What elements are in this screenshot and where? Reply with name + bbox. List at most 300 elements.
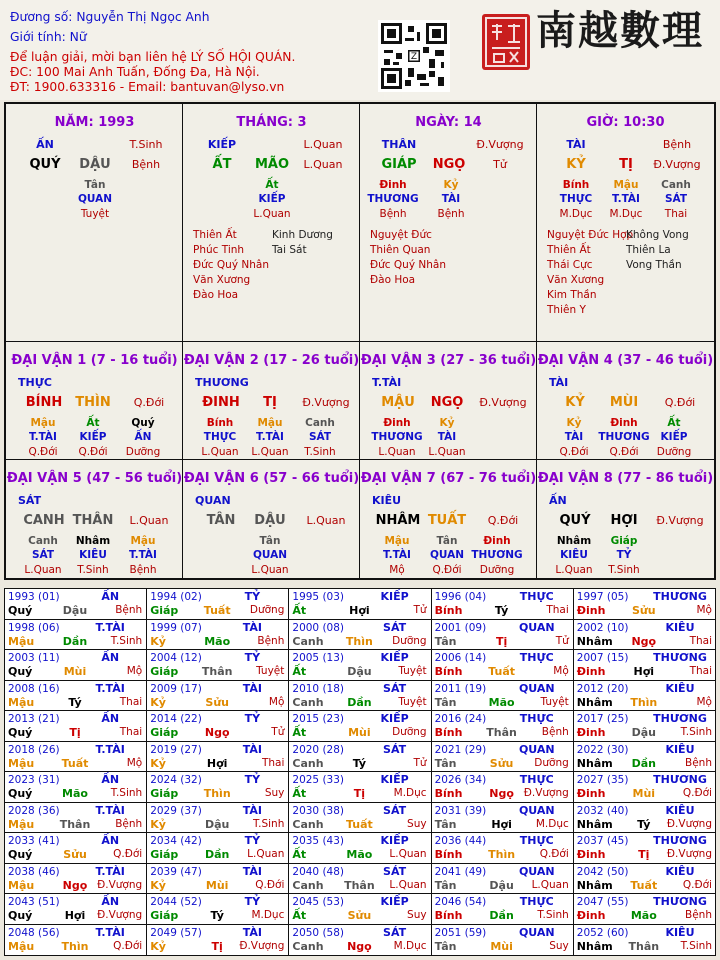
year-cell [147, 864, 289, 895]
year-cell [574, 742, 716, 773]
dai-van-hidden-stem: Ất [667, 417, 681, 429]
dai-van-hidden-state: T.Sinh [608, 564, 640, 576]
year-state: Tuyệt [398, 695, 427, 708]
year-branch: Ngọ [204, 726, 230, 739]
dai-van-hidden-stem: Mậu [30, 417, 56, 429]
year-cell [5, 925, 147, 956]
year-label: 2014 (22) [150, 713, 202, 725]
year-branch: Thân [628, 939, 660, 953]
year-branch: Mão [346, 848, 373, 861]
dai-van-hidden-stem: Bính [206, 417, 234, 429]
dai-van-hidden-state: Q.Đới [609, 446, 639, 458]
dai-van-cell-8 [537, 460, 714, 578]
year-god: KIẾP [380, 773, 409, 786]
pillar-heaven-state: Đ.Vượng [476, 138, 524, 151]
pillar-stem: GIÁP [381, 157, 417, 172]
year-cell [574, 925, 716, 956]
pillar-branch: MÃO [254, 157, 290, 172]
year-state: Tuyệt [540, 695, 569, 708]
year-god: ẤN [101, 590, 120, 603]
pillar-stem: KỶ [566, 157, 586, 172]
year-state: T.Sinh [680, 726, 712, 738]
year-stem: Đinh [576, 909, 606, 922]
year-stem: Mậu [8, 634, 35, 648]
year-branch: Hợi [633, 665, 655, 678]
pillar-hidden-god: THƯƠNG [367, 193, 419, 205]
year-stem: Giáp [150, 848, 179, 861]
dai-van-hidden-stem: Nhâm [556, 535, 592, 547]
year-label: 2043 (51) [8, 896, 60, 908]
year-cell [432, 742, 574, 773]
year-god: TÀI [242, 620, 262, 634]
year-label: 2011 (19) [434, 682, 487, 695]
year-cell [574, 711, 716, 742]
year-god: ẤN [101, 773, 120, 786]
pillar-star: Đào Hoa [193, 289, 239, 301]
year-cell [432, 864, 574, 895]
dai-van-hidden-god: T.TÀI [129, 549, 157, 561]
dai-van-hidden-stem: Canh [28, 535, 58, 547]
year-state: T.Sinh [110, 787, 143, 799]
year-god: KIÊU [665, 925, 695, 939]
year-state: Thai [119, 695, 143, 708]
pillar-star: Không Vong [626, 229, 689, 241]
year-cell [5, 589, 147, 620]
year-branch: Tị [638, 848, 650, 861]
dai-van-hidden-state: Q.Đới [28, 446, 58, 458]
year-state: Dưỡng [534, 756, 569, 769]
year-god: TỶ [244, 590, 261, 603]
year-branch: Thìn [630, 695, 658, 709]
year-state: Q.Đới [539, 848, 569, 860]
year-label: 2013 (21) [8, 713, 60, 725]
year-label: 2038 (46) [8, 865, 60, 878]
year-state: Bệnh [685, 909, 712, 921]
year-stem: Bính [434, 787, 463, 800]
year-label: 2030 (38) [292, 804, 345, 817]
year-state: Đ.Vượng [239, 939, 285, 952]
year-cell [147, 650, 289, 681]
header [0, 0, 720, 100]
year-label: 2027 (35) [576, 774, 629, 786]
year-branch: Mùi [63, 665, 87, 678]
year-label: 2007 (15) [576, 652, 629, 664]
year-god: ẤN [101, 712, 120, 725]
year-god: T.TÀI [95, 864, 125, 878]
dai-van-cell-1 [6, 342, 183, 460]
year-stem: Giáp [150, 665, 179, 678]
pillar-cell-3 [360, 104, 537, 342]
pillar-branch-state: Bệnh [131, 158, 161, 171]
dai-van-cell-2 [183, 342, 360, 460]
year-stem: Nhâm [576, 634, 613, 648]
pillar-hidden-god: THỰC [559, 193, 593, 205]
year-stem: Bính [434, 665, 463, 678]
year-stem: Kỷ [150, 634, 166, 648]
dai-van-stem: NHÂM [375, 513, 421, 528]
year-label: 2039 (47) [150, 865, 202, 878]
dai-van-hidden-stem: Mậu [130, 535, 156, 547]
year-label: 2045 (53) [292, 896, 345, 908]
red-seal-logo [480, 12, 532, 72]
dai-van-stem: KỶ [565, 395, 585, 410]
pillar-cell-1 [6, 104, 183, 342]
dai-van-state: Q.Đới [133, 396, 165, 409]
year-cell [289, 864, 431, 895]
year-branch: Thân [201, 665, 233, 678]
year-branch: Ngọ [631, 634, 657, 648]
year-state: Dưỡng [392, 726, 427, 738]
pillar-heaven-god: ẤN [36, 138, 54, 151]
dai-van-hidden-stem: Mậu [257, 417, 283, 429]
dai-van-hidden-god: SÁT [31, 549, 55, 561]
dai-van-hidden-god: T.TÀI [29, 431, 57, 443]
year-stem: Giáp [150, 909, 179, 922]
year-state: Mộ [268, 695, 285, 708]
pillar-star: Thái Cực [547, 259, 593, 271]
year-god: TÀI [242, 681, 262, 695]
dai-van-god: ẤN [549, 494, 567, 507]
year-branch: Mão [630, 909, 657, 922]
year-god: THƯƠNG [653, 834, 707, 847]
dai-van-hidden-god: TÀI [437, 431, 457, 443]
year-label: 1996 (04) [434, 591, 487, 603]
year-stem: Tân [434, 878, 457, 892]
year-stem: Bính [434, 909, 463, 922]
year-stem: Quý [8, 787, 33, 800]
dai-van-hidden-state: Q.Đới [432, 564, 462, 576]
year-branch: Hợi [491, 817, 512, 831]
year-stem: Mậu [8, 695, 35, 709]
dai-van-hidden-stem: Tân [436, 535, 458, 547]
year-god: THỰC [519, 590, 554, 603]
pillar-hidden-state: L.Quan [253, 208, 291, 220]
year-cell [147, 803, 289, 834]
year-stem: Bính [434, 726, 463, 739]
year-label: 2031 (39) [434, 804, 487, 817]
year-state: Q.Đới [682, 787, 712, 799]
year-state: Thai [261, 756, 285, 769]
year-stem: Quý [8, 909, 33, 922]
dai-van-god: THƯƠNG [195, 376, 249, 389]
year-label: 2029 (37) [150, 804, 202, 817]
year-stem: Ất [292, 909, 307, 922]
dai-van-hidden-state: T.Sinh [77, 564, 109, 576]
pillar-star: Đức Quý Nhân [193, 259, 269, 271]
dai-van-cell-5 [6, 460, 183, 578]
year-state: Dưỡng [249, 604, 285, 616]
year-stem: Kỷ [150, 817, 166, 831]
pillar-stem: ẤT [212, 157, 232, 172]
year-branch: Hợi [206, 756, 228, 770]
pillar-hidden-stem: Đinh [379, 179, 407, 191]
dai-van-branch: THÌN [75, 395, 111, 410]
dai-van-hidden-god: THƯƠNG [471, 549, 523, 561]
year-state: Bệnh [541, 726, 569, 738]
year-god: THỰC [519, 712, 554, 725]
year-stem: Đinh [576, 787, 606, 800]
pillar-hidden-god: SÁT [664, 193, 688, 205]
year-cell [432, 803, 574, 834]
year-cell [147, 833, 289, 864]
year-branch: Mão [204, 634, 231, 648]
year-stem: Ất [292, 665, 307, 678]
year-cell [5, 803, 147, 834]
year-stem: Tân [434, 939, 457, 953]
year-label: 2016 (24) [434, 713, 487, 725]
pillar-cell-4 [537, 104, 714, 342]
dai-van-state: L.Quan [129, 514, 169, 527]
year-god: TỶ [244, 773, 261, 786]
year-cell [147, 894, 289, 925]
year-label: 2008 (16) [8, 682, 60, 695]
year-state: T.Sinh [680, 939, 712, 952]
annual-luck-table [4, 588, 716, 956]
dai-van-hidden-god: THỰC [203, 431, 237, 443]
year-god: TỶ [244, 712, 261, 725]
pillar-star: Nguyệt Đức [370, 229, 432, 241]
dai-van-cell-3 [360, 342, 537, 460]
year-state: Đ.Vượng [97, 878, 143, 891]
year-god: KIẾP [380, 712, 409, 725]
year-state: Mộ [126, 756, 143, 769]
dai-van-branch: TỊ [263, 395, 277, 410]
year-label: 2040 (48) [292, 865, 345, 878]
year-god: QUAN [518, 620, 555, 634]
year-stem: Nhâm [576, 878, 613, 892]
year-cell [5, 620, 147, 651]
year-god: THƯƠNG [653, 590, 707, 603]
pillar-star: Tai Sát [272, 244, 307, 256]
year-branch: Tị [495, 634, 508, 648]
year-label: 1994 (02) [150, 591, 202, 603]
year-cell [147, 772, 289, 803]
year-god: THỰC [519, 834, 554, 847]
pillar-hidden-state: Thai [664, 208, 688, 220]
year-stem: Canh [292, 878, 324, 892]
year-label: 2006 (14) [434, 652, 487, 664]
year-cell [147, 742, 289, 773]
pillar-hidden-state: M.Dục [609, 208, 643, 220]
year-label: 1993 (01) [8, 591, 60, 603]
dai-van-hidden-stem: Đinh [610, 417, 638, 429]
dai-van-stem: CANH [23, 513, 65, 528]
year-cell [574, 772, 716, 803]
year-state: T.Sinh [537, 909, 569, 921]
year-god: SÁT [383, 681, 407, 695]
year-branch: Ngọ [347, 939, 372, 953]
dai-van-hidden-state: L.Quan [251, 564, 289, 576]
year-stem: Canh [292, 817, 324, 831]
year-cell [574, 620, 716, 651]
chart-grid [6, 104, 714, 578]
dai-van-cell-6 [183, 460, 360, 578]
pillar-branch: NGỌ [432, 157, 466, 172]
year-branch: Mão [488, 695, 515, 709]
year-label: 2012 (20) [576, 682, 629, 695]
year-cell [5, 833, 147, 864]
year-god: T.TÀI [95, 925, 125, 939]
year-state: Q.Đới [113, 848, 143, 860]
year-branch: Sửu [205, 695, 229, 709]
year-state: Bệnh [115, 604, 143, 616]
year-branch: Thân [486, 726, 517, 739]
year-god: ẤN [101, 834, 120, 847]
year-god: T.TÀI [95, 620, 125, 634]
year-god: KIÊU [665, 742, 695, 756]
pillar-hidden-stem: Tân [84, 179, 106, 191]
year-branch: Tị [69, 726, 81, 739]
dai-van-hidden-stem: Đinh [483, 535, 511, 547]
pillar-heaven-state: Bệnh [662, 138, 692, 151]
pillar-branch-state: Đ.Vượng [653, 158, 701, 171]
year-branch: Tý [637, 817, 651, 831]
dai-van-hidden-state: Q.Đới [559, 446, 589, 458]
year-state: Tử [413, 756, 427, 769]
year-state: Mộ [696, 604, 712, 616]
dai-van-branch: THÂN [72, 513, 114, 528]
pillar-hidden-stem: Kỷ [443, 179, 459, 191]
pillar-star: Phúc Tinh [193, 244, 245, 256]
year-state: L.Quan [389, 878, 427, 891]
dai-van-title: ĐẠI VẬN 1 (7 - 16 tuổi) [11, 353, 178, 368]
pillar-heaven-god: TÀI [566, 138, 586, 151]
dai-van-hidden-god: KIẾP [79, 431, 107, 443]
year-god: KIẾP [380, 651, 409, 664]
dai-van-hidden-state: Dưỡng [479, 564, 515, 576]
year-god: TỶ [244, 834, 261, 847]
pillar-hidden-state: Tuyệt [80, 208, 110, 220]
year-cell [289, 772, 431, 803]
year-cell [5, 894, 147, 925]
year-branch: Dần [489, 909, 514, 922]
year-stem: Bính [434, 848, 463, 861]
year-cell [5, 650, 147, 681]
pillar-star: Văn Xương [547, 274, 605, 286]
year-cell [432, 711, 574, 742]
year-stem: Quý [8, 848, 33, 861]
dai-van-title: ĐẠI VẬN 8 (77 - 86 tuổi) [537, 471, 714, 486]
year-stem: Tân [434, 634, 457, 648]
year-god: T.TÀI [95, 742, 125, 756]
year-stem: Giáp [150, 604, 179, 617]
year-stem: Nhâm [576, 756, 613, 770]
year-cell [574, 803, 716, 834]
gender-line: Giới tính: Nữ [10, 30, 87, 44]
year-god: QUAN [518, 864, 555, 878]
year-label: 1999 (07) [150, 621, 202, 634]
year-god: T.TÀI [95, 681, 125, 695]
dai-van-stem: QUÝ [559, 513, 591, 528]
dai-van-hidden-god: T.TÀI [256, 431, 284, 443]
year-god: SÁT [383, 864, 407, 878]
year-cell [432, 620, 574, 651]
year-branch: Hợi [64, 909, 86, 922]
year-stem: Canh [292, 756, 324, 770]
year-god: THƯƠNG [653, 895, 707, 908]
year-god: KIÊU [665, 864, 695, 878]
dai-van-hidden-god: TÀI [564, 431, 584, 443]
year-state: Đ.Vượng [666, 817, 712, 830]
year-cell [432, 681, 574, 712]
pillar-hidden-stem: Bính [562, 179, 590, 191]
year-label: 1997 (05) [576, 591, 629, 603]
brand-title: 南越數理 [536, 7, 704, 54]
year-cell [289, 803, 431, 834]
dai-van-branch: HỢI [610, 513, 638, 528]
dai-van-hidden-state: L.Quan [378, 446, 416, 458]
year-branch: Sửu [347, 909, 372, 922]
dai-van-title: ĐẠI VẬN 2 (17 - 26 tuổi) [183, 353, 360, 368]
year-state: Suy [264, 787, 285, 799]
pillar-hidden-god: T.TÀI [612, 193, 640, 205]
pillar-branch: DẬU [79, 157, 111, 172]
year-state: Đ.Vượng [666, 848, 712, 860]
year-label: 2046 (54) [434, 896, 487, 908]
pillar-hidden-state: Bệnh [379, 208, 407, 220]
year-stem: Ất [292, 726, 307, 739]
year-cell [5, 711, 147, 742]
year-god: TÀI [242, 803, 262, 817]
pillar-star: Văn Xương [193, 274, 251, 286]
year-branch: Thân [344, 878, 375, 892]
year-label: 2024 (32) [150, 774, 202, 786]
dai-van-hidden-stem: Nhâm [75, 535, 111, 547]
dai-van-hidden-god: KIÊU [560, 549, 588, 561]
year-god: KIÊU [665, 620, 695, 634]
year-stem: Quý [8, 604, 33, 617]
dai-van-cell-7 [360, 460, 537, 578]
year-label: 2003 (11) [8, 652, 60, 664]
year-branch: Hợi [349, 604, 370, 617]
year-label: 2010 (18) [292, 682, 345, 695]
year-god: QUAN [518, 925, 555, 939]
year-stem: Nhâm [576, 939, 613, 953]
year-branch: Tuất [488, 665, 515, 678]
dai-van-hidden-state: T.Sinh [304, 446, 336, 458]
year-state: Tuyệt [256, 665, 285, 677]
year-cell [289, 650, 431, 681]
pillar-hidden-god: KIẾP [258, 193, 286, 205]
phone-email-line: ĐT: 1900.633316 - Email: bantuvan@lyso.vn [10, 80, 285, 94]
year-god: TÀI [242, 742, 262, 756]
dai-van-god: KIÊU [372, 494, 402, 507]
year-state: Đ.Vượng [97, 909, 143, 921]
year-branch: Sửu [63, 848, 87, 861]
year-god: ẤN [101, 651, 120, 664]
dai-van-god: QUAN [195, 494, 231, 507]
dai-van-hidden-state: L.Quan [251, 446, 289, 458]
year-state: Tuyệt [398, 665, 427, 677]
dai-van-hidden-god: THƯƠNG [371, 431, 423, 443]
dai-van-hidden-stem: Giáp [610, 535, 638, 547]
year-branch: Dậu [489, 878, 514, 892]
dai-van-hidden-state: L.Quan [24, 564, 62, 576]
qr-code-image [378, 20, 450, 92]
year-state: T.Sinh [110, 634, 143, 647]
year-stem: Đinh [576, 604, 606, 617]
year-label: 2023 (31) [8, 774, 60, 786]
dai-van-hidden-state: Q.Đới [78, 446, 108, 458]
year-state: Tử [413, 604, 427, 616]
year-stem: Mậu [8, 756, 35, 770]
year-cell [289, 589, 431, 620]
year-branch: Tị [353, 787, 366, 800]
year-branch: Mùi [205, 878, 229, 892]
year-branch: Thìn [61, 939, 89, 953]
year-label: 2051 (59) [434, 926, 487, 939]
year-state: Đ.Vượng [523, 787, 569, 799]
